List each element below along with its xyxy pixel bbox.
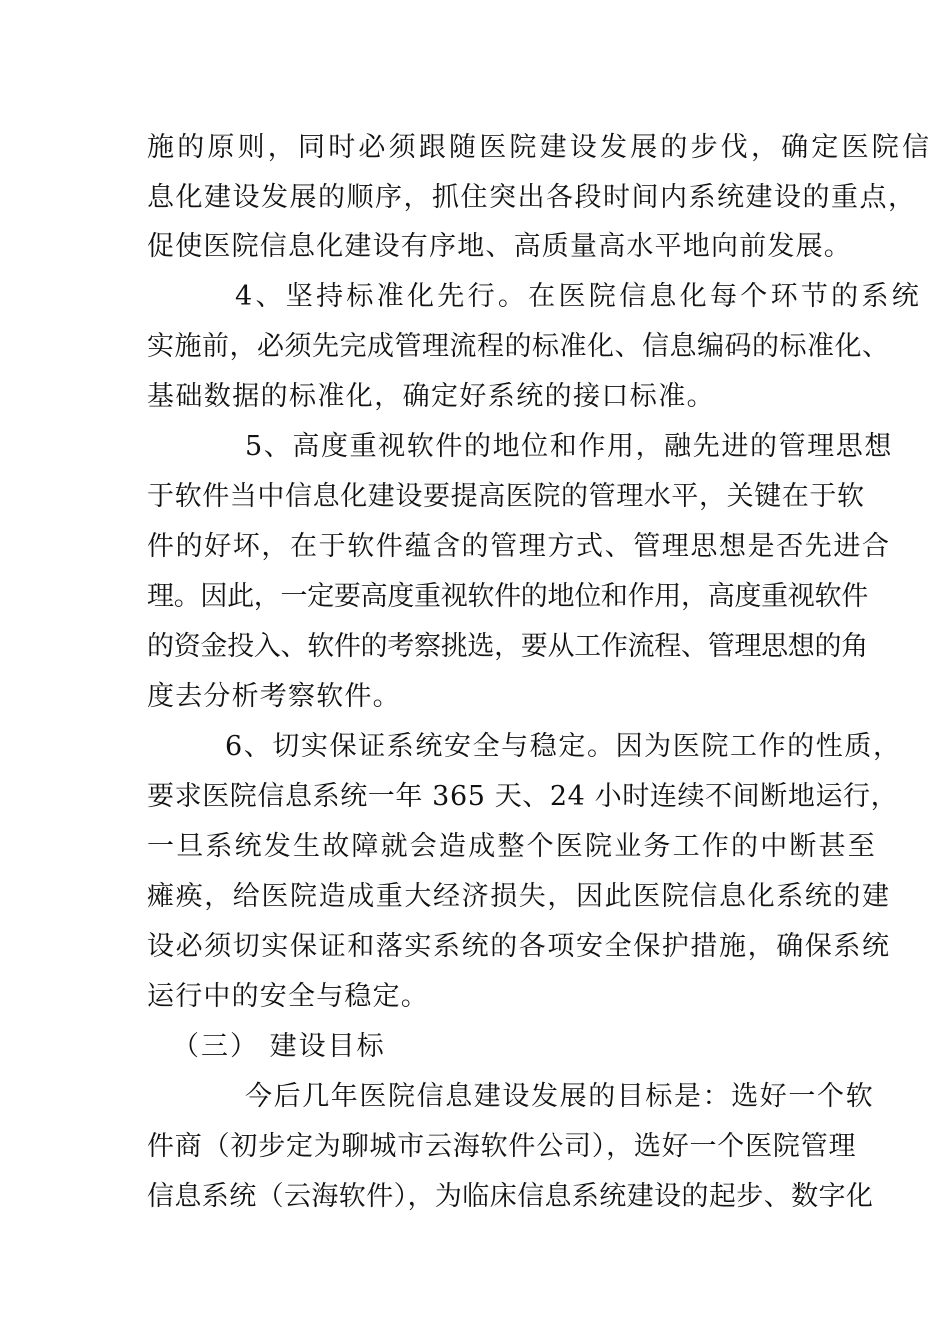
text-line: 设必须切实保证和落实系统的各项安全保护措施，确保系统	[147, 931, 891, 962]
text-line: 于软件当中信息化建设要提高医院的管理水平，关键在于软	[147, 481, 865, 512]
text-line: 的资金投入、软件的考察挑选，要从工作流程、管理思想的角	[147, 631, 868, 662]
text-line: 信息系统（云海软件），为临床信息系统建设的起步、数字化	[147, 1181, 874, 1212]
text-line: 5、高度重视软件的地位和作用，融先进的管理思想	[245, 431, 893, 462]
text-line: 今后几年医院信息建设发展的目标是：选好一个软	[245, 1081, 875, 1112]
text-line: 瘫痪，给医院造成重大经济损失，因此医院信息化系统的建	[147, 881, 891, 912]
section-heading: （三） 建设目标	[172, 1031, 386, 1062]
text-line: 要求医院信息系统一年 365 天、24 小时连续不间断地运行，	[147, 781, 899, 812]
text-line: 一旦系统发生故障就会造成整个医院业务工作的中断甚至	[147, 831, 877, 862]
text-line: 件商（初步定为聊城市云海软件公司），选好一个医院管理	[147, 1131, 857, 1162]
text-line: 理。因此，一定要高度重视软件的地位和作用，高度重视软件	[147, 581, 868, 612]
text-line: 件的好坏，在于软件蕴含的管理方式、管理思想是否先进合	[147, 531, 891, 562]
text-line: 4、坚持标准化先行。在医院信息化每个环节的系统	[235, 281, 923, 312]
text-line: 施的原则，同时必须跟随医院建设发展的步伐，确定医院信	[147, 132, 933, 163]
text-line: 6、切实保证系统安全与稳定。因为医院工作的性质，	[225, 731, 902, 762]
text-line: 基础数据的标准化，确定好系统的接口标准。	[147, 381, 715, 412]
text-line: 促使医院信息化建设有序地、高质量高水平地向前发展。	[147, 231, 852, 262]
text-line: 息化建设发展的顺序，抓住突出各段时间内系统建设的重点，	[147, 182, 917, 213]
text-line: 运行中的安全与稳定。	[147, 981, 429, 1012]
text-line: 度去分析考察软件。	[147, 681, 401, 712]
text-line: 实施前，必须先完成管理流程的标准化、信息编码的标准化、	[147, 331, 890, 362]
